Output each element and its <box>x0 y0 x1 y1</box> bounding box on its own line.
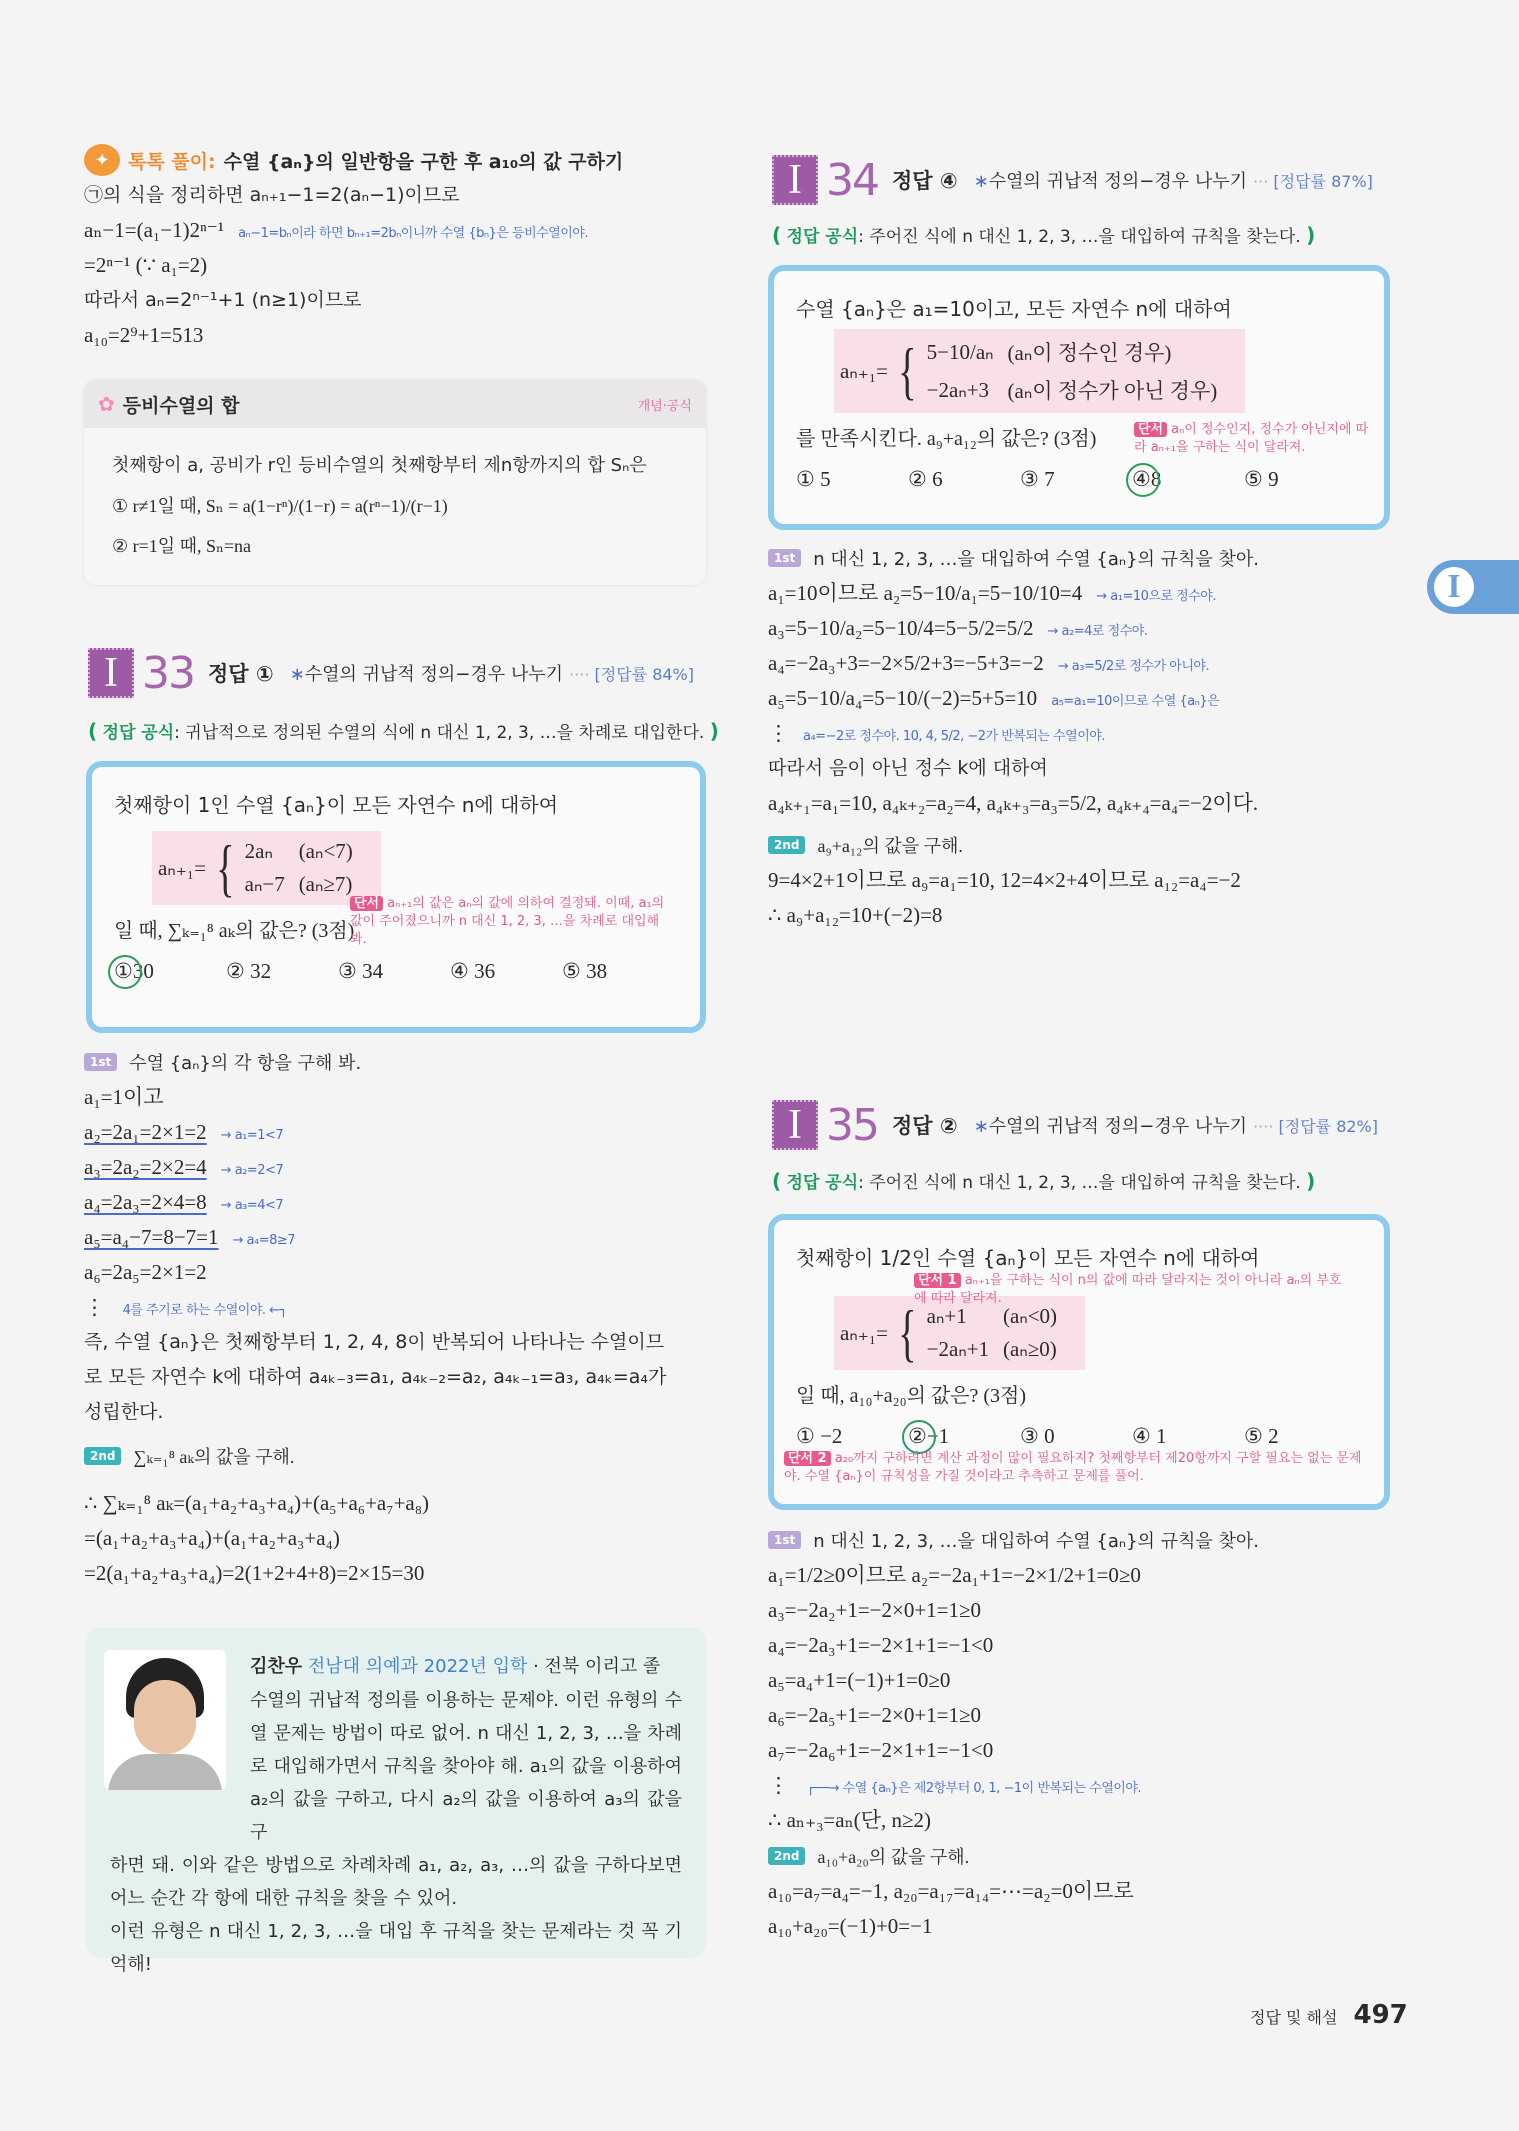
solution-line <box>768 786 1393 821</box>
annotation-note: 4를 주기로 하는 수열이야. ←┐ <box>119 1303 287 1318</box>
q34-problem-box <box>768 265 1390 530</box>
answer-choices <box>796 467 1362 492</box>
line-text: ⋮ <box>84 1295 105 1319</box>
line-text: 따라서 aₙ=2ⁿ⁻¹+1 (n≥1)이므로 <box>84 289 362 311</box>
concept-tag: 개념·공식 <box>637 398 692 414</box>
solution-line <box>768 1663 1393 1698</box>
problem-question: 를 만족시킨다. a₉+a₁₂의 값은? (3점) <box>796 428 1097 450</box>
student-review <box>86 1628 706 1975</box>
concept-line: ② r=1일 때, Sₙ=na <box>112 536 251 556</box>
magic-wand-icon: ✦ <box>84 144 120 176</box>
line-text: a₁=1이고 <box>84 1085 164 1109</box>
answer-choice: ① 5 <box>796 467 831 491</box>
answer-choice: ② 32 <box>226 959 272 983</box>
line-text: a₆=2a₅=2×1=2 <box>84 1260 207 1284</box>
concept-box <box>84 380 706 585</box>
solution-line <box>84 1395 709 1430</box>
line-text: a₃=−2a₂+1=−2×0+1=1≥0 <box>768 1598 982 1622</box>
solution-line <box>84 318 709 353</box>
step-badge: 2nd <box>84 1447 121 1465</box>
concept-line: ① r≠1일 때, Sₙ = a(1−rⁿ)/(1−r) = a(rⁿ−1)/(r−1) <box>112 496 448 516</box>
q33-solution <box>84 1044 709 1591</box>
q33-problem-box <box>86 761 706 1033</box>
question-number: 35 <box>826 1099 878 1151</box>
solution-line <box>768 1593 1393 1628</box>
answer-choice: ④ 1 <box>1132 1424 1167 1448</box>
review-text: 이런 유형은 n 대신 1, 2, 3, …을 대입 후 규칙을 찾는 문제라는 것 꼭 기억해! <box>110 1921 682 1975</box>
annotation-note: → a₃=4<7 <box>220 1198 284 1213</box>
hint-1: 단서 1 aₙ₊₁을 구하는 식이 n의 값에 따라 달라지는 것이 아니라 aₙ의 부호에 따라 달라져. <box>914 1273 1342 1306</box>
line-text: ⋮ <box>768 721 789 745</box>
solution-line <box>84 1220 709 1255</box>
chapter-badge: I <box>772 155 818 205</box>
solution-line <box>84 178 709 213</box>
solution-line <box>84 1150 709 1185</box>
annotation-note: ┌──→ 수열 {aₙ}은 제2항부터 0, 1, −1이 반복되는 수열이야. <box>803 1781 1142 1796</box>
solution-line <box>84 213 709 248</box>
line-text: ∴ ∑ₖ₌₁⁸ aₖ=(a₁+a₂+a₃+a₄)+(a₅+a₆+a₇+a₈) <box>84 1491 430 1515</box>
answer-choices <box>114 959 678 984</box>
chapter-tab-label: I <box>1431 564 1477 610</box>
q34-solution <box>768 540 1393 933</box>
line-text: a₇=−2a₆+1=−2×1+1=−1<0 <box>768 1738 994 1762</box>
hint: 단서 aₙ₊₁의 값은 aₙ의 값에 의하여 결정돼. 이때, a₁의 값이 주어졌으니까 n 대신 1, 2, 3, …을 차례로 대입해 봐. <box>350 896 665 947</box>
annotation-note: → a₃=5/2로 정수가 아니야. <box>1057 659 1210 674</box>
answer-choices <box>796 1424 1362 1449</box>
line-text: aₙ−1=(a₁−1)2ⁿ⁻¹ <box>84 218 225 242</box>
q33-formula: ( 정답 공식: 귀납적으로 정의된 수열의 식에 n 대신 1, 2, 3, …을 차례로 대입한다. ) <box>88 719 719 743</box>
answer-choice: ④8 <box>1132 467 1244 492</box>
line-text: a₄ₖ₊₁=a₁=10, a₄ₖ₊₂=a₂=4, a₄ₖ₊₃=a₃=5/2, a₄ₖ₊₄=a₄=−2이다. <box>768 791 1259 815</box>
solution-line <box>768 1909 1393 1944</box>
topic: ∗수열의 귀납적 정의−경우 나누기 <box>289 664 564 685</box>
topic: ∗수열의 귀납적 정의−경우 나누기 <box>973 171 1248 192</box>
chapter-badge: I <box>772 1100 818 1150</box>
solution-line <box>84 1290 709 1325</box>
annotation-note: → a₂=4로 정수야. <box>1047 624 1148 639</box>
line-text: =(a₁+a₂+a₃+a₄)+(a₁+a₂+a₃+a₄) <box>84 1526 340 1550</box>
annotation-note: → a₁=10으로 정수야. <box>1096 589 1216 604</box>
solution-line <box>768 576 1393 611</box>
q33-header <box>88 648 694 698</box>
flower-icon: ✿ <box>98 392 115 416</box>
solution-lines <box>768 576 1393 821</box>
q35-solution <box>768 1522 1393 1944</box>
line-text: a₅=5−10/a₄=5−10/(−2)=5+5=10 <box>768 686 1038 710</box>
solution-line <box>768 1698 1393 1733</box>
solution-line <box>84 283 709 318</box>
line-text: a₄=2a₃=2×4=8 <box>84 1190 207 1214</box>
footer-label: 정답 및 해설 <box>1250 2008 1338 2027</box>
annotation-note: aₙ−1=bₙ이라 하면 bₙ₊₁=2bₙ이니까 수열 {bₙ}은 등비수열이야. <box>238 226 588 241</box>
answer-choice: ⑤ 2 <box>1244 1424 1279 1448</box>
tok-solution <box>84 142 709 353</box>
answer-choice: ③ 7 <box>1020 467 1055 491</box>
answer-choice: ② 6 <box>908 467 943 491</box>
solution-line <box>84 1486 709 1521</box>
concept-line: 첫째항이 a, 공비가 r인 등비수열의 첫째항부터 제n항까지의 합 Sₙ은 <box>112 455 647 476</box>
q35-formula: ( 정답 공식: 주어진 식에 n 대신 1, 2, 3, …을 대입하여 규칙을 찾는다. ) <box>772 1169 1316 1193</box>
solution-line <box>768 646 1393 681</box>
line-text: ∴ a₉+a₁₂=10+(−2)=8 <box>768 903 943 927</box>
q35-problem-box <box>768 1214 1390 1510</box>
solution-line <box>84 248 709 283</box>
answer: 정답 ④ <box>892 169 958 193</box>
answer-choice: ⑤ 38 <box>562 959 608 983</box>
answer-choice: ①30 <box>114 959 226 984</box>
solution-lines <box>84 1080 709 1430</box>
line-text: a₆=−2a₅+1=−2×0+1=1≥0 <box>768 1703 982 1727</box>
solution-line <box>768 1803 1393 1838</box>
line-text: a₅=a₄+1=(−1)+1=0≥0 <box>768 1668 951 1692</box>
problem-intro: 첫째항이 1인 수열 {aₙ}이 모든 자연수 n에 대하여 <box>114 793 559 817</box>
review-text: 하면 돼. 이와 같은 방법으로 차례차례 a₁, a₂, a₃, …의 값을 구하다보면 어느 순간 각 항에 대한 규칙을 찾을 수 있어. <box>110 1855 682 1909</box>
correct-rate: ···· [정답률 84%] <box>569 664 695 684</box>
problem-question: 일 때, a₁₀+a₂₀의 값은? (3점) <box>796 1385 1027 1407</box>
solution-line <box>84 1360 709 1395</box>
solution-line <box>768 863 1393 898</box>
solution-line <box>768 1768 1393 1803</box>
line-text: ⋮ <box>768 1773 789 1797</box>
student-school: 전남대 의예과 2022년 입학 <box>307 1656 528 1677</box>
solution-line <box>768 1733 1393 1768</box>
line-text: 로 모든 자연수 k에 대하여 a₄ₖ₋₃=a₁, a₄ₖ₋₂=a₂, a₄ₖ₋₁=a₃, a₄ₖ=a₄가 <box>84 1366 667 1388</box>
step-title: n 대신 1, 2, 3, …을 대입하여 수열 {aₙ}의 규칙을 찾아. <box>813 549 1260 570</box>
answer-choice: ③ 0 <box>1020 1424 1055 1448</box>
chapter-badge: I <box>88 648 134 698</box>
solution-line <box>768 1874 1393 1909</box>
step-title: ∑ₖ₌₁⁸ aₖ의 값을 구해. <box>133 1447 295 1467</box>
problem-question: 일 때, ∑ₖ₌₁⁸ aₖ의 값은? (3점) <box>114 920 355 942</box>
step-badge: 1st <box>768 1531 801 1549</box>
page-number: 497 <box>1353 2000 1408 2030</box>
tok-title: 수열 {aₙ}의 일반항을 구한 후 a₁₀의 값 구하기 <box>223 150 624 173</box>
chapter-side-tab[interactable] <box>1427 560 1519 614</box>
correct-rate: ··· [정답률 87%] <box>1253 171 1373 191</box>
line-text: 따라서 음이 아닌 정수 k에 대하여 <box>768 757 1048 779</box>
line-text: a₂=2a₁=2×1=2 <box>84 1120 207 1144</box>
answer-choice: ① −2 <box>796 1424 843 1448</box>
question-number: 34 <box>826 154 878 206</box>
step-title: a₉+a₁₂의 값을 구해. <box>817 836 963 856</box>
annotation-note: → a₄=8≥7 <box>232 1233 296 1248</box>
step-title: n 대신 1, 2, 3, …을 대입하여 수열 {aₙ}의 규칙을 찾아. <box>813 1531 1260 1552</box>
hint: 단서 aₙ이 정수인지, 정수가 아닌지에 따라 aₙ₊₁을 구하는 식이 달라져. <box>1134 422 1369 455</box>
solution-line <box>768 898 1393 933</box>
solution-line <box>768 716 1393 751</box>
piecewise-definition: aₙ₊₁= { aₙ+1 (aₙ<0) −2aₙ+1 (aₙ≥0) <box>834 1296 1085 1370</box>
student-name: 김찬우 <box>250 1656 303 1677</box>
line-text: 성립한다. <box>84 1401 164 1423</box>
line-text: 9=4×2+1이므로 a₉=a₁=10, 12=4×2+4이므로 a₁₂=a₄=−2 <box>768 868 1241 892</box>
solution-line <box>768 611 1393 646</box>
tok-lines <box>84 178 709 353</box>
line-text: ∴ aₙ₊₃=aₙ(단, n≥2) <box>768 1808 931 1832</box>
line-text: =2ⁿ⁻¹ (∵ a₁=2) <box>84 253 208 277</box>
solution-line <box>84 1185 709 1220</box>
problem-intro: 첫째항이 1/2인 수열 {aₙ}이 모든 자연수 n에 대하여 <box>796 1246 1260 1270</box>
step-title: a₁₀+a₂₀의 값을 구해. <box>817 1847 970 1867</box>
line-text: 즉, 수열 {aₙ}은 첫째항부터 1, 2, 4, 8이 반복되어 나타나는 수열이므 <box>84 1331 665 1353</box>
solution-lines <box>768 1874 1393 1944</box>
hint-2: 단서 2 a₂₀까지 구하려면 계산 과정이 많이 필요하지? 첫째항부터 제20항까지 구할 필요는 없는 문제야. 수열 {aₙ}이 규칙성을 가질 것이라고 추측하고 문제를 풀어. <box>784 1451 1362 1484</box>
solution-line <box>84 1521 709 1556</box>
answer: 정답 ② <box>892 1114 958 1138</box>
topic: ∗수열의 귀납적 정의−경우 나누기 <box>973 1116 1248 1137</box>
page-footer <box>1250 2000 1408 2030</box>
question-number: 33 <box>142 647 194 699</box>
problem-intro: 수열 {aₙ}은 a₁=10이고, 모든 자연수 n에 대하여 <box>796 297 1232 321</box>
annotation-note: a₅=a₁=10이므로 수열 {aₙ}은 <box>1051 694 1220 709</box>
line-text: a₄=−2a₃+3=−2×5/2+3=−5+3=−2 <box>768 651 1044 675</box>
line-text: a₃=2a₂=2×2=4 <box>84 1155 207 1179</box>
annotation-note: → a₂=2<7 <box>220 1163 284 1178</box>
solution-line <box>84 1325 709 1360</box>
q34-formula: ( 정답 공식: 주어진 식에 n 대신 1, 2, 3, …을 대입하여 규칙을 찾는다. ) <box>772 223 1316 247</box>
solution-line <box>768 681 1393 716</box>
review-text: 수열의 귀납적 정의를 이용하는 문제야. 이런 유형의 수열 문제는 방법이 따로 없어. n 대신 1, 2, 3, …을 차례로 대입해가면서 규칙을 찾아야 해. a₁의 값을 이용하여 a₂의 값을 구하고, 다시 a₂의 값을 이용하여 a₃의 값을 구 <box>250 1690 682 1843</box>
student-photo <box>104 1650 226 1790</box>
solution-line <box>768 751 1393 786</box>
correct-rate: ···· [정답률 82%] <box>1253 1116 1379 1136</box>
solution-line <box>768 1558 1393 1593</box>
line-text: =2(a₁+a₂+a₃+a₄)=2(1+2+4+8)=2×15=30 <box>84 1561 425 1585</box>
q34-header <box>772 155 1373 205</box>
piecewise-definition: aₙ₊₁= { 5−10/aₙ (aₙ이 정수인 경우) −2aₙ+3 (aₙ이 정수가 아닌 경우) <box>834 329 1245 413</box>
line-text: ㉠의 식을 정리하면 aₙ₊₁−1=2(aₙ−1)이므로 <box>84 184 460 206</box>
line-text: a₁₀+a₂₀=(−1)+0=−1 <box>768 1914 933 1938</box>
piecewise-definition: aₙ₊₁= { 2aₙ (aₙ<7) aₙ−7 (aₙ≥7) <box>152 831 381 905</box>
solution-lines <box>768 1558 1393 1838</box>
solution-lines <box>768 863 1393 933</box>
solution-line <box>84 1556 709 1591</box>
solution-line <box>84 1080 709 1115</box>
step-badge: 2nd <box>768 1847 805 1865</box>
line-text: a₁₀=2⁹+1=513 <box>84 323 204 347</box>
tok-label: 톡톡 풀이: <box>128 150 216 173</box>
line-text: a₁=1/2≥0이므로 a₂=−2a₁+1=−2×1/2+1=0≥0 <box>768 1563 1141 1587</box>
solution-line <box>768 1628 1393 1663</box>
answer-choice: ⑤ 9 <box>1244 467 1279 491</box>
q35-header <box>772 1100 1378 1150</box>
solution-line <box>84 1255 709 1290</box>
step-title: 수열 {aₙ}의 각 항을 구해 봐. <box>129 1053 362 1074</box>
solution-line <box>84 1115 709 1150</box>
line-text: a₁=10이므로 a₂=5−10/a₁=5−10/10=4 <box>768 581 1083 605</box>
answer-choice: ②−1 <box>908 1424 1020 1449</box>
answer: 정답 ① <box>208 662 274 686</box>
annotation-note: a₄=−2로 정수야. 10, 4, 5/2, −2가 반복되는 수열이야. <box>803 729 1105 744</box>
student-hs: · 전북 이리고 졸 <box>533 1656 661 1677</box>
line-text: a₅=a₄−7=8−7=1 <box>84 1225 219 1249</box>
line-text: a₃=5−10/a₂=5−10/4=5−5/2=5/2 <box>768 616 1034 640</box>
annotation-note: → a₁=1<7 <box>220 1128 284 1143</box>
concept-title: 등비수열의 합 <box>122 394 240 417</box>
answer-choice: ④ 36 <box>450 959 496 983</box>
step-badge: 2nd <box>768 836 805 854</box>
step-badge: 1st <box>768 549 801 567</box>
line-text: a₄=−2a₃+1=−2×1+1=−1<0 <box>768 1633 994 1657</box>
step-badge: 1st <box>84 1053 117 1071</box>
solution-lines <box>84 1486 709 1591</box>
answer-choice: ③ 34 <box>338 959 384 983</box>
line-text: a₁₀=a₇=a₄=−1, a₂₀=a₁₇=a₁₄=⋯=a₂=0이므로 <box>768 1879 1134 1903</box>
